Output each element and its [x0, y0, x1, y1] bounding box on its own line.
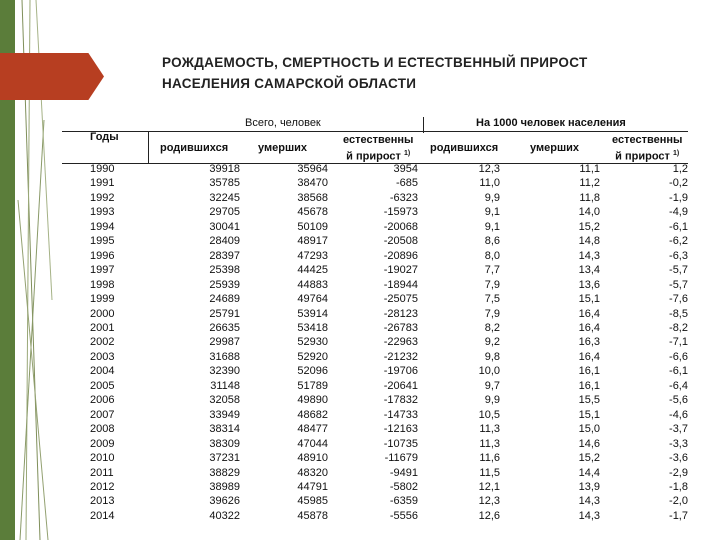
- table-cell: 11,3: [479, 423, 500, 436]
- table-cell: 12,3: [478, 163, 500, 175]
- table-cell: 9,9: [484, 191, 500, 204]
- table-cell: 12,6: [478, 509, 500, 522]
- table-cell: 28409: [209, 235, 240, 248]
- table-cell: 14,8: [578, 235, 600, 248]
- table-cell: 48917: [297, 235, 328, 248]
- table-cell: 25939: [209, 278, 240, 291]
- table-cell: 33949: [209, 408, 240, 421]
- header-natural-total: естественны й прирост $^{1)}$: [343, 134, 414, 163]
- table-cell: 31148: [210, 379, 240, 392]
- table-cell: 1995: [90, 235, 115, 248]
- table-cell: 32058: [209, 394, 240, 407]
- table-cell: 44425: [297, 264, 328, 277]
- table-cell: 15,1: [578, 408, 600, 421]
- table-cell: -5556: [389, 509, 418, 522]
- table-cell: 45878: [297, 509, 328, 522]
- table-cell: 7,5: [484, 293, 500, 306]
- table-cell: 1996: [90, 249, 115, 262]
- table-cell: -21232: [383, 350, 418, 363]
- table-cell: 11,2: [579, 177, 600, 190]
- table-cell: 44791: [297, 480, 328, 493]
- table-cell: 2009: [90, 437, 115, 450]
- table-cell: 14,6: [578, 437, 600, 450]
- table-cell: 10,0: [478, 365, 500, 378]
- table-cell: 30041: [209, 220, 240, 233]
- table-cell: 14,3: [578, 249, 600, 262]
- table-cell: 48477: [297, 423, 328, 436]
- table-cell: 53418: [297, 321, 328, 334]
- header-births-rate: родившихся: [430, 142, 499, 154]
- table-cell: -5,6: [669, 394, 688, 407]
- header-natural-rate: естественны й прирост $^{1)}$: [612, 134, 683, 163]
- table-cell: 7,9: [484, 278, 500, 291]
- column-deaths-rate: [540, 162, 600, 523]
- table-cell: 9,2: [484, 336, 500, 349]
- table-cell: -1,8: [669, 480, 688, 493]
- table-cell: 13,4: [578, 264, 600, 277]
- table-cell: -18944: [383, 278, 418, 291]
- footnote-mark: 1): [672, 150, 680, 157]
- table-cell: 14,3: [578, 509, 600, 522]
- table-cell: 15,2: [578, 220, 600, 233]
- table-cell: -5,7: [669, 264, 688, 277]
- header-births-total: родившихся: [160, 142, 229, 154]
- table-cell: 39626: [209, 495, 240, 508]
- table-cell: 11,0: [479, 177, 500, 190]
- title-line-2: НАСЕЛЕНИЯ САМАРСКОЙ ОБЛАСТИ: [162, 76, 417, 91]
- table-cell: 1,2: [672, 163, 688, 175]
- table-cell: 1994: [90, 220, 115, 233]
- table-cell: -25075: [383, 293, 418, 306]
- table-cell: -3,3: [669, 437, 688, 450]
- table-cell: 52096: [297, 365, 328, 378]
- table-cell: 2003: [90, 350, 115, 363]
- table-cell: -1,7: [669, 509, 688, 522]
- table-cell: 8,6: [484, 235, 500, 248]
- table-cell: 35964: [297, 163, 328, 175]
- table-cell: 1991: [90, 177, 115, 190]
- table-cell: 25791: [209, 307, 240, 320]
- table-cell: -20641: [383, 379, 418, 392]
- table-cell: 35785: [209, 177, 240, 190]
- table-cell: 31688: [209, 350, 240, 363]
- table-cell: -0,2: [669, 177, 688, 190]
- column-years: [90, 162, 130, 523]
- table-cell: -7,6: [669, 293, 688, 306]
- table-cell: 16,4: [578, 350, 600, 363]
- table-cell: 11,3: [479, 437, 500, 450]
- header-group-per1000: На 1000 человек населения: [476, 117, 626, 129]
- table-cell: 11,6: [479, 452, 500, 465]
- table-cell: 10,5: [478, 408, 500, 421]
- table-cell: 44883: [297, 278, 328, 291]
- footnote-mark: 1): [403, 150, 411, 157]
- table-cell: -3,6: [669, 452, 688, 465]
- table-cell: 52930: [297, 336, 328, 349]
- table-cell: -6,3: [669, 249, 688, 262]
- table-cell: 9,9: [484, 394, 500, 407]
- table-cell: 2006: [90, 394, 115, 407]
- table-cell: 1998: [90, 278, 115, 291]
- table-cell: 15,5: [578, 394, 600, 407]
- table-cell: 48910: [297, 452, 328, 465]
- table-cell: 12,3: [478, 495, 500, 508]
- table-cell: 38568: [297, 191, 328, 204]
- group-divider: [423, 117, 424, 133]
- table-cell: 48320: [297, 466, 328, 479]
- table-cell: 2000: [90, 307, 115, 320]
- table-cell: 24689: [209, 293, 240, 306]
- table-cell: -6,6: [669, 350, 688, 363]
- table-cell: 29987: [209, 336, 240, 349]
- table-cell: -9491: [389, 466, 418, 479]
- table-cell: 2001: [90, 321, 115, 334]
- table-cell: 2005: [90, 379, 115, 392]
- table-cell: 16,1: [578, 365, 600, 378]
- table-cell: 53914: [297, 307, 328, 320]
- table-cell: -6323: [389, 191, 418, 204]
- table-cell: 50109: [297, 220, 328, 233]
- table-cell: 16,1: [578, 379, 600, 392]
- table-cell: 52920: [297, 350, 328, 363]
- table-cell: 29705: [209, 206, 240, 219]
- table-cell: -7,1: [669, 336, 688, 349]
- table-cell: 9,7: [484, 379, 500, 392]
- table-cell: 14,0: [578, 206, 600, 219]
- table-cell: 38314: [209, 423, 240, 436]
- table-cell: 25398: [209, 264, 240, 277]
- table-cell: 8,0: [484, 249, 500, 262]
- table-cell: -3,7: [669, 423, 688, 436]
- table-cell: 2004: [90, 365, 115, 378]
- table-cell: 1992: [90, 191, 115, 204]
- table-cell: 15,2: [578, 452, 600, 465]
- table-cell: 32390: [209, 365, 240, 378]
- table-cell: -28123: [383, 307, 418, 320]
- table-cell: -4,9: [669, 206, 688, 219]
- table-cell: -6,1: [669, 365, 688, 378]
- table-cell: -14733: [383, 408, 418, 421]
- table-cell: -8,2: [669, 321, 688, 334]
- table-cell: -6,4: [669, 379, 688, 392]
- table-cell: -5,7: [669, 278, 688, 291]
- table-cell: -4,6: [669, 408, 688, 421]
- column-natural-rate: [620, 162, 688, 523]
- table-cell: -26783: [383, 321, 418, 334]
- table-cell: 15,0: [578, 423, 600, 436]
- table-cell: -20896: [383, 249, 418, 262]
- table-cell: 8,2: [484, 321, 500, 334]
- table-cell: 2007: [90, 408, 115, 421]
- column-births-total: [180, 162, 240, 523]
- table-cell: 11,8: [579, 191, 600, 204]
- title-accent-flag: [0, 53, 104, 100]
- table-cell: 2014: [90, 509, 115, 522]
- table-cell: 49890: [297, 394, 328, 407]
- table-cell: 9,1: [484, 206, 500, 219]
- table-cell: 2011: [90, 466, 114, 479]
- table-cell: 14,3: [578, 495, 600, 508]
- table-cell: -8,5: [669, 307, 688, 320]
- table-cell: 1990: [90, 163, 115, 175]
- header-divider-years: [148, 131, 149, 163]
- table-cell: 11,5: [479, 466, 500, 479]
- table-cell: 47293: [297, 249, 328, 262]
- table-cell: 2002: [90, 336, 115, 349]
- table-cell: 48682: [297, 408, 328, 421]
- column-births-rate: [440, 162, 500, 523]
- table-cell: 45985: [297, 495, 328, 508]
- table-cell: 1997: [90, 264, 115, 277]
- table-cell: 2013: [90, 495, 115, 508]
- table-cell: 11,1: [579, 163, 600, 175]
- table-cell: -11679: [384, 452, 418, 465]
- table-cell: 16,3: [578, 336, 600, 349]
- table-cell: 13,9: [578, 480, 600, 493]
- column-deaths-total: [268, 162, 328, 523]
- table-cell: 7,7: [484, 264, 500, 277]
- table-cell: -20068: [383, 220, 418, 233]
- table-cell: -10735: [383, 437, 418, 450]
- header-top-rule: [62, 131, 688, 132]
- table-cell: 9,1: [484, 220, 500, 233]
- table-cell: 16,4: [578, 307, 600, 320]
- table-cell: 2010: [90, 452, 115, 465]
- table-cell: -6359: [389, 495, 418, 508]
- table-cell: 15,1: [578, 293, 600, 306]
- table-cell: 38989: [209, 480, 240, 493]
- table-cell: 16,4: [578, 321, 600, 334]
- table-cell: 14,4: [578, 466, 600, 479]
- table-cell: 1999: [90, 293, 115, 306]
- table-cell: 38309: [209, 437, 240, 450]
- header-deaths-rate: умерших: [530, 142, 579, 154]
- table-cell: -22963: [383, 336, 418, 349]
- table-cell: 13,6: [578, 278, 600, 291]
- table-cell: 9,8: [484, 350, 500, 363]
- table-cell: 26635: [209, 321, 240, 334]
- table-cell: -6,1: [669, 220, 688, 233]
- table-cell: 40322: [209, 509, 240, 522]
- table-cell: 2008: [90, 423, 115, 436]
- table-cell: -2,9: [669, 466, 688, 479]
- table-cell: -19027: [383, 264, 418, 277]
- header-deaths-total: умерших: [258, 142, 307, 154]
- table-cell: 3954: [393, 163, 418, 175]
- table-cell: -6,2: [669, 235, 688, 248]
- page-title: [162, 52, 682, 94]
- table-cell: 1993: [90, 206, 115, 219]
- table-cell: 45678: [297, 206, 328, 219]
- table-cell: 39918: [209, 163, 240, 175]
- table-cell: -5802: [389, 480, 418, 493]
- table-cell: -17832: [383, 394, 418, 407]
- header-years: Годы: [90, 131, 119, 143]
- table-cell: 49764: [297, 293, 328, 306]
- table-cell: -15973: [383, 206, 418, 219]
- title-line-1: РОЖДАЕМОСТЬ, СМЕРТНОСТЬ И ЕСТЕСТВЕННЫЙ ПРИРОСТ: [162, 55, 588, 70]
- table-cell: -685: [395, 177, 418, 190]
- table-cell: -2,0: [669, 495, 688, 508]
- table-cell: -12163: [383, 423, 418, 436]
- table-cell: 51789: [297, 379, 328, 392]
- table-cell: -20508: [383, 235, 418, 248]
- table-cell: 2012: [90, 480, 115, 493]
- table-cell: 38829: [209, 466, 240, 479]
- table-cell: -1,9: [669, 191, 688, 204]
- table-cell: 47044: [297, 437, 328, 450]
- table-cell: -19706: [383, 365, 418, 378]
- table-cell: 28397: [209, 249, 240, 262]
- table-cell: 38470: [297, 177, 328, 190]
- table-cell: 7,9: [484, 307, 500, 320]
- table-cell: 37231: [209, 452, 240, 465]
- header-group-total: Всего, человек: [245, 117, 321, 129]
- column-natural-total: [350, 162, 418, 523]
- table-cell: 32245: [209, 191, 240, 204]
- table-cell: 12,1: [478, 480, 500, 493]
